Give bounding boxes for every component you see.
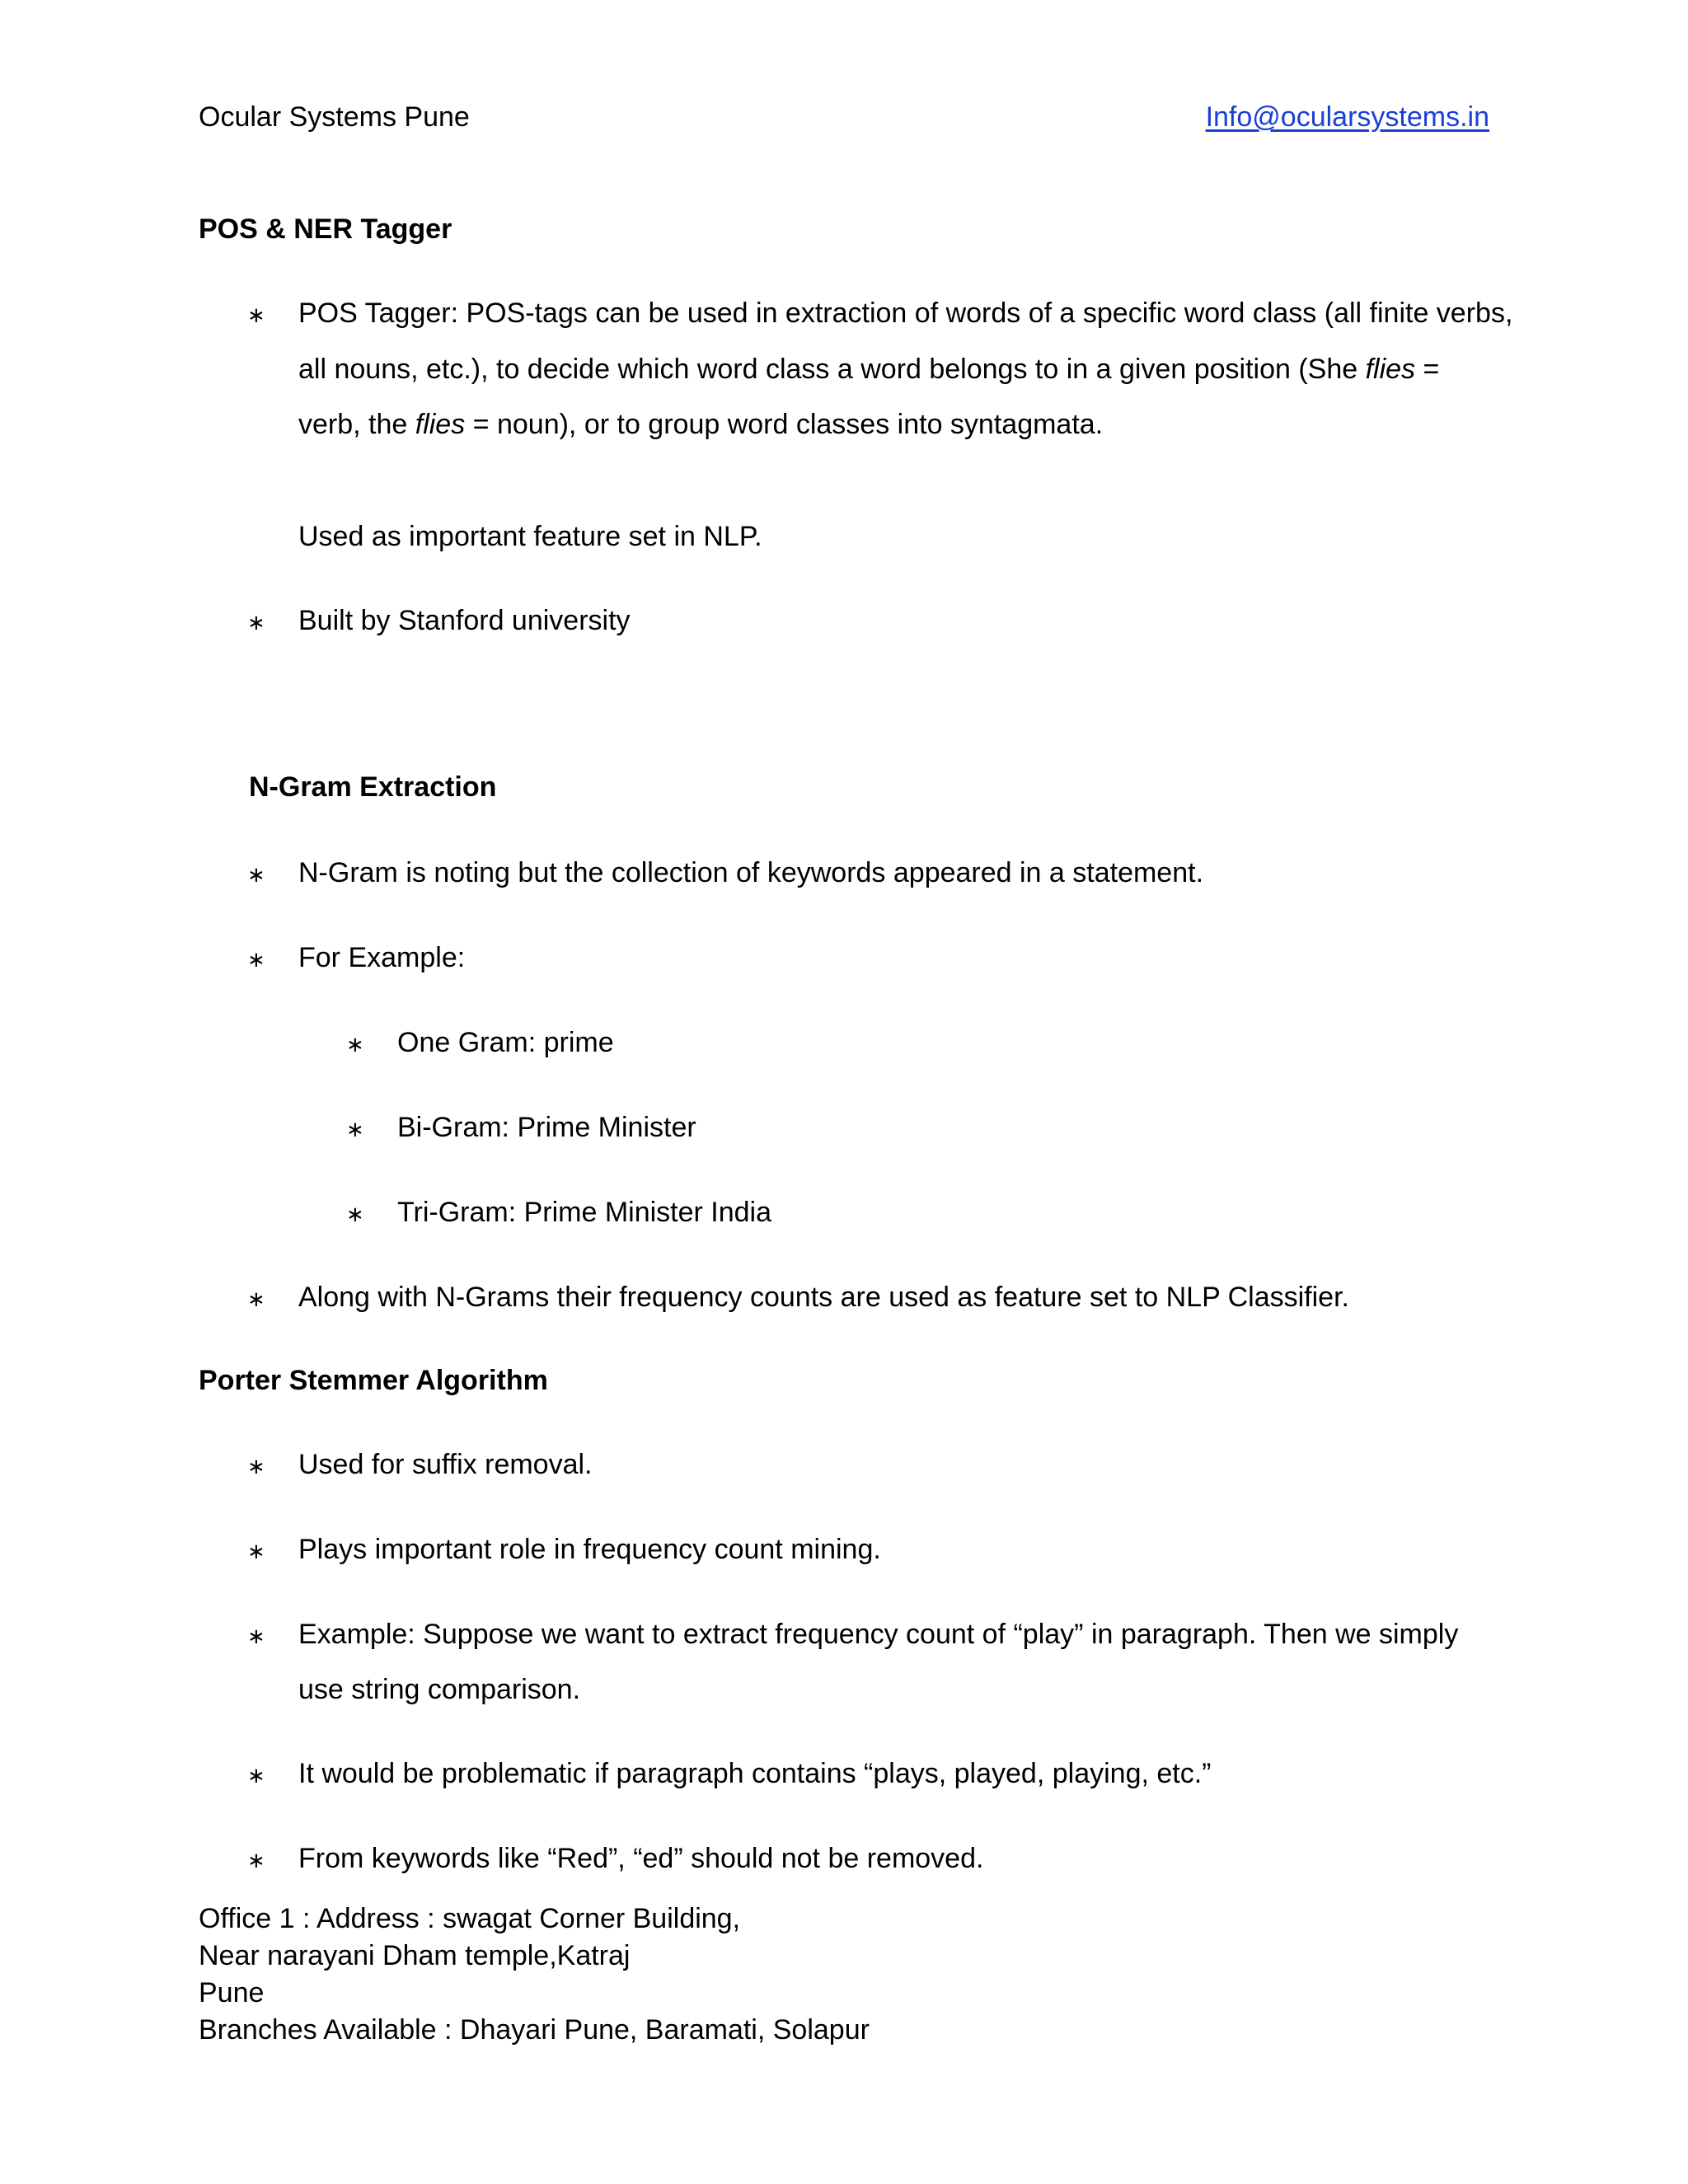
ngram-item3: Along with N-Grams their frequency counts are used as feature set to NLP Classifier. bbox=[298, 1282, 1349, 1313]
pos-item2: Built by Stanford university bbox=[298, 605, 631, 636]
bullet-icon: ∗ bbox=[247, 302, 265, 327]
header-email-link[interactable]: Info@ocularsystems.in bbox=[1205, 101, 1489, 133]
porter-item3-line2: use string comparison. bbox=[298, 1674, 581, 1705]
ngram-sub3: Tri-Gram: Prime Minister India bbox=[397, 1197, 772, 1228]
bullet-icon: ∗ bbox=[346, 1202, 364, 1226]
pos-item1-line2: all nouns, etc.), to decide which word class a word belongs to in a given position (She flies = bbox=[298, 354, 1440, 385]
bullet-icon: ∗ bbox=[247, 1286, 265, 1311]
pos-item1-line4: Used as important feature set in NLP. bbox=[298, 521, 762, 552]
pos-item1-line3: verb, the flies = noun), or to group word classes into syntagmata. bbox=[298, 409, 1104, 440]
header-company: Ocular Systems Pune bbox=[199, 101, 470, 133]
bullet-icon: ∗ bbox=[247, 1539, 265, 1563]
bullet-icon: ∗ bbox=[346, 1032, 364, 1057]
bullet-icon: ∗ bbox=[247, 1624, 265, 1648]
pos-item1-line1: POS Tagger: POS-tags can be used in extraction of words of a specific word class (all finite verbs, bbox=[298, 298, 1513, 329]
footer-address-line3: Pune bbox=[199, 1977, 265, 2008]
porter-item2: Plays important role in frequency count mining. bbox=[298, 1534, 881, 1565]
footer-branches: Branches Available : Dhayari Pune, Baramati, Solapur bbox=[199, 2014, 870, 2046]
footer-address-line2: Near narayani Dham temple,Katraj bbox=[199, 1940, 631, 1971]
bullet-icon: ∗ bbox=[247, 947, 265, 972]
ngram-item2: For Example: bbox=[298, 942, 466, 973]
section-title-porter: Porter Stemmer Algorithm bbox=[199, 1365, 548, 1396]
section-title-pos-ner: POS & NER Tagger bbox=[199, 213, 452, 245]
bullet-icon: ∗ bbox=[247, 862, 265, 887]
footer-address-line1: Office 1 : Address : swagat Corner Building, bbox=[199, 1903, 741, 1934]
bullet-icon: ∗ bbox=[247, 1848, 265, 1872]
bullet-icon: ∗ bbox=[247, 610, 265, 635]
ngram-sub1: One Gram: prime bbox=[397, 1027, 614, 1058]
section-title-ngram: N-Gram Extraction bbox=[249, 771, 497, 803]
porter-item4: It would be problematic if paragraph contains “plays, played, playing, etc.” bbox=[298, 1758, 1212, 1789]
bullet-icon: ∗ bbox=[247, 1763, 265, 1788]
bullet-icon: ∗ bbox=[346, 1117, 364, 1141]
porter-item3-line1: Example: Suppose we want to extract frequency count of “play” in paragraph. Then we simply bbox=[298, 1619, 1459, 1650]
porter-item5: From keywords like “Red”, “ed” should not be removed. bbox=[298, 1843, 984, 1874]
ngram-item1: N-Gram is noting but the collection of keywords appeared in a statement. bbox=[298, 857, 1204, 888]
porter-item1: Used for suffix removal. bbox=[298, 1449, 593, 1480]
bullet-icon: ∗ bbox=[247, 1454, 265, 1479]
ngram-sub2: Bi-Gram: Prime Minister bbox=[397, 1112, 696, 1143]
